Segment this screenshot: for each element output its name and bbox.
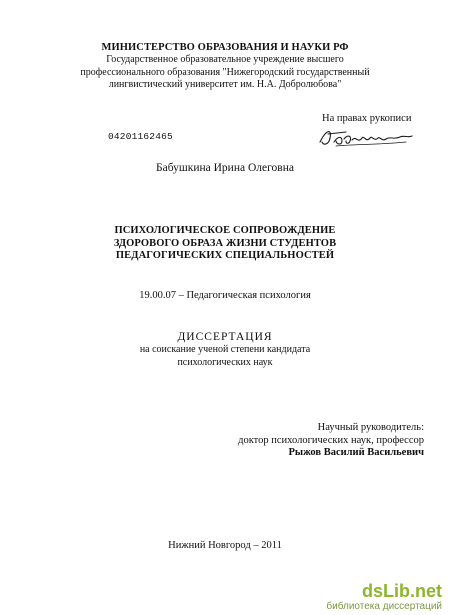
ministry-heading: МИНИСТЕРСТВО ОБРАЗОВАНИЯ И НАУКИ РФ	[101, 42, 349, 53]
institution-line-1: Государственное образовательное учреждение высшего	[106, 54, 344, 65]
author-name: Бабушкина Ирина Олеговна	[156, 162, 294, 174]
institution-line-3: лингвистический университет им. Н.А. Добролюбова"	[108, 79, 342, 90]
degree-line-1: на соискание ученой степени кандидата	[139, 344, 311, 355]
handwritten-signature	[316, 124, 416, 150]
specialty-code: 19.00.07 – Педагогическая психология	[139, 290, 311, 301]
dissertation-block	[0, 330, 450, 369]
watermark-subtitle: библиотека диссертаций	[326, 601, 442, 612]
manuscript-rights-label: На правах рукописи	[322, 113, 412, 124]
title-line-3: ПЕДАГОГИЧЕСКИХ СПЕЦИАЛЬНОСТЕЙ	[115, 250, 335, 261]
header-block	[0, 41, 450, 92]
document-number: 04201162465	[108, 131, 173, 142]
supervisor-block	[200, 422, 424, 460]
watermark-logo: dsLib.net	[362, 581, 442, 601]
title-line-1: ПСИХОЛОГИЧЕСКОЕ СОПРОВОЖДЕНИЕ	[114, 225, 336, 236]
supervisor-label: Научный руководитель:	[317, 422, 424, 433]
degree-line-2: психологических наук	[177, 356, 273, 368]
institution-line-2: профессионального образования "Нижегородский государственный	[80, 66, 370, 78]
supervisor-degree: доктор психологических наук, профессор	[238, 434, 424, 446]
dissertation-title-block	[0, 225, 450, 263]
dslib-watermark[interactable]	[326, 581, 442, 613]
supervisor-name: Рыжов Василий Васильевич	[288, 447, 424, 458]
city-year: Нижний Новгород – 2011	[168, 540, 282, 551]
title-line-2: ЗДОРОВОГО ОБРАЗА ЖИЗНИ СТУДЕНТОВ	[113, 237, 337, 249]
dissertation-heading: ДИССЕРТАЦИЯ	[177, 331, 273, 343]
